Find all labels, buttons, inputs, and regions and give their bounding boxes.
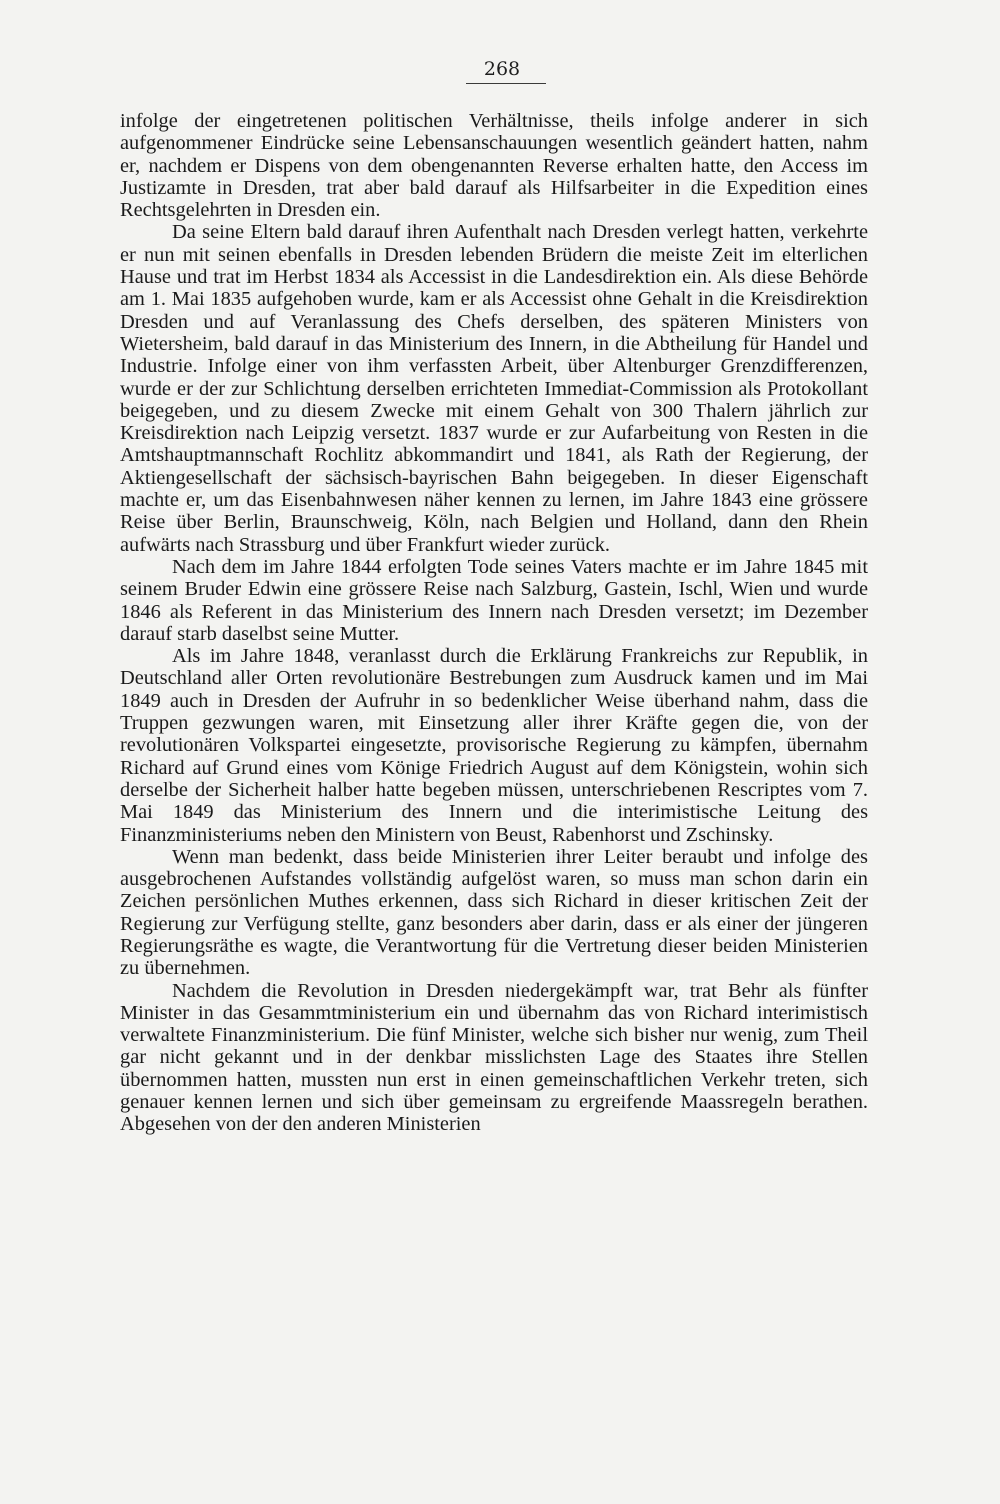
body-text	[120, 110, 868, 1136]
paragraph: Als im Jahre 1848, veranlasst durch die Erklärung Frankreichs zur Republik, in Deutschland aller Orten revolutionäre Bestrebungen zum Ausdruck kamen und im Mai 1849 auch in Dresden der Aufruhr in so bedenklicher Weise überhand nahm, dass die Truppen gezwungen waren, mit Einsetzung aller ihrer Kräfte gegen die, von der revolutionären Volkspartei eingesetzte, provisorische Regierung zu kämpfen, übernahm Richard auf Grund eines vom Könige Friedrich August auf dem Königstein, wohin sich derselbe der Sicherheit halber hatte begeben müssen, unterschriebenen Rescriptes vom 7. Mai 1849 das Ministerium des Innern und die interimistische Leitung des Finanzministeriums neben den Ministern von Beust, Rabenhorst und Zschinsky.	[120, 645, 868, 846]
paragraph: Da seine Eltern bald darauf ihren Aufenthalt nach Dresden verlegt hatten, verkehrte er nun mit seinen ebenfalls in Dresden lebenden Brüdern die meiste Zeit im elterlichen Hause und trat im Herbst 1834 als Accessist in die Landesdirektion ein. Als diese Behörde am 1. Mai 1835 aufgehoben wurde, kam er als Accessist ohne Gehalt in die Kreisdirektion Dresden und auf Veranlassung des Chefs derselben, des späteren Ministers von Wietersheim, bald darauf in das Ministerium des Innern, in die Abtheilung für Handel und Industrie. Infolge einer von ihm verfassten Arbeit, über Altenburger Grenzdifferenzen, wurde er der zur Schlichtung derselben errichteten Immediat-Commission als Protokollant beigegeben, und zu diesem Zwecke mit einem Gehalt von 300 Thalern jährlich zur Kreisdirektion nach Leipzig versetzt. 1837 wurde er zur Aufarbeitung von Resten in die Amtshauptmannschaft Rochlitz abkommandirt und 1841, als Rath der Regierung, der Aktiengesellschaft der sächsisch-bayrischen Bahn beigegeben. In dieser Eigenschaft machte er, um das Eisenbahnwesen näher kennen zu lernen, im Jahre 1843 eine grössere Reise über Berlin, Braunschweig, Köln, nach Belgien und Holland, dann den Rhein aufwärts nach Strassburg und über Frankfurt wieder zurück.	[120, 221, 868, 556]
paragraph: Wenn man bedenkt, dass beide Ministerien ihrer Leiter beraubt und infolge des ausgebrochenen Aufstandes vollständig aufgelöst waren, so muss man schon darin ein Zeichen persönlichen Muthes erkennen, dass sich Richard in dieser kritischen Zeit der Regierung zur Verfügung stellte, ganz besonders aber darin, dass er als einer der jüngeren Regierungsräthe es wagte, die Verantwortung für die Vertretung dieser beiden Ministerien zu übernehmen.	[120, 845, 868, 980]
paragraph: Nachdem die Revolution in Dresden niedergekämpft war, trat Behr als fünfter Minister in das Gesammtministerium ein und übernahm das von Richard interimistisch verwaltete Finanzministerium. Die fünf Minister, welche sich bisher nur wenig, zum Theil gar nicht gekannt und in der denkbar misslichsten Lage des Staates ihre Stellen übernommen hatten, mussten nun erst in einen gemeinschaftlichen Verkehr treten, sich genauer kennen lernen und sich über gemeinsam zu ergreifende Maassregeln berathen. Abgesehen von der den anderen Ministerien	[120, 979, 868, 1136]
paragraph: Nach dem im Jahre 1844 erfolgten Tode seines Vaters machte er im Jahre 1845 mit seinem Bruder Edwin eine grössere Reise nach Salzburg, Gastein, Ischl, Wien und wurde 1846 als Referent in das Ministerium des Innern nach Dresden versetzt; im Dezember darauf starb daselbst seine Mutter.	[120, 555, 868, 645]
paragraph: infolge der eingetretenen politischen Verhältnisse, theils infolge anderer in sich aufgenommener Eindrücke seine Lebensanschauungen wesentlich geändert hatten, nahm er, nachdem er Dispens von dem obengenannten Reverse erhalten hatte, den Access im Justizamte in Dresden, trat aber bald darauf als Hilfsarbeiter in die Expedition eines Rechtsgelehrten in Dresden ein.	[120, 110, 868, 222]
page-number: 268	[483, 58, 521, 80]
page-number-rule	[466, 83, 546, 84]
